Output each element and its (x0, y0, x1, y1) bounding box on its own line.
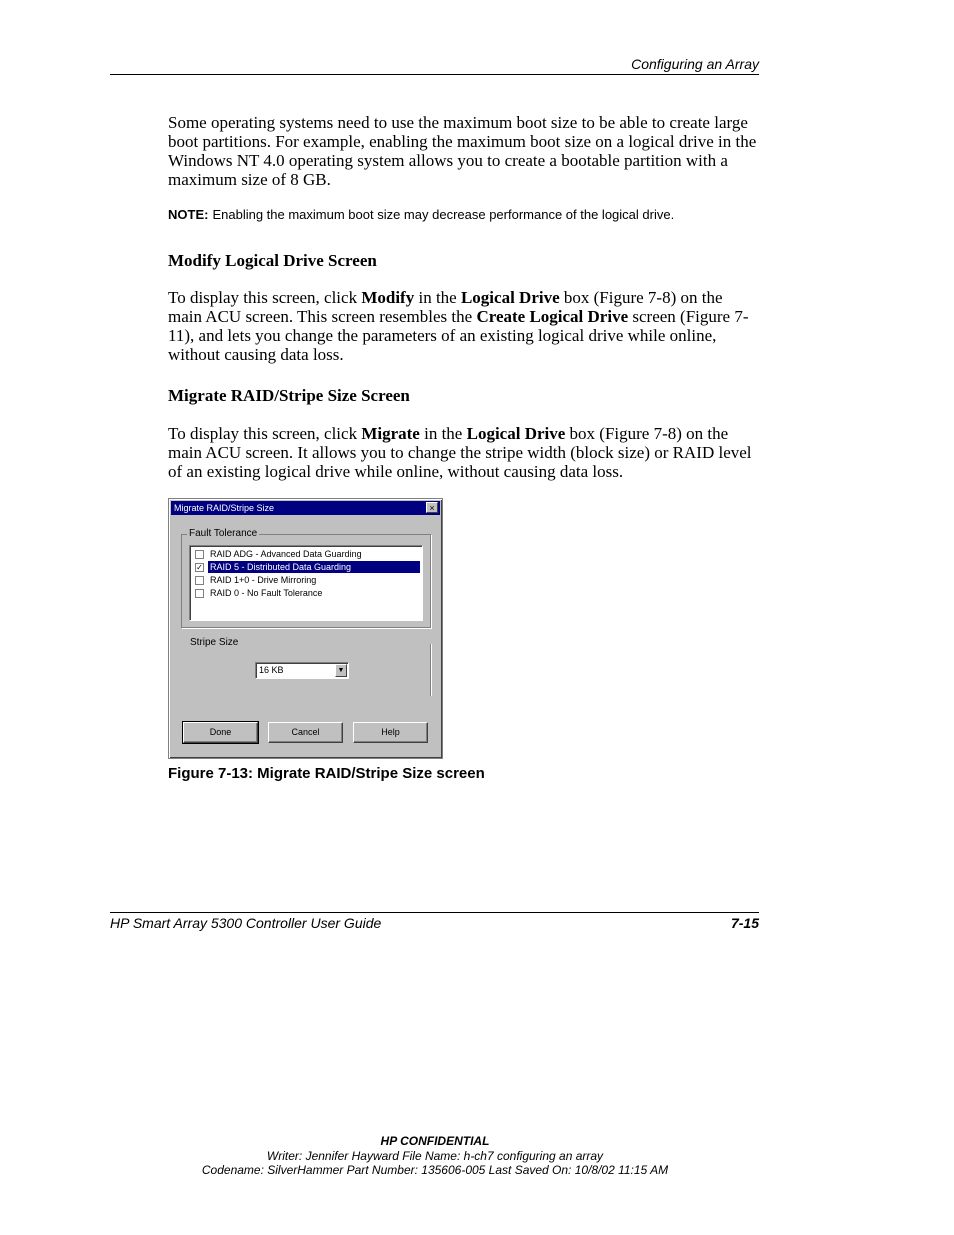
running-header: Configuring an Array (631, 56, 759, 72)
codename-info: Codename: SilverHammer Part Number: 135606-005 Last Saved On: 10/8/02 11:15 AM (201, 1163, 669, 1177)
raid-option-label: RAID 5 - Distributed Data Guarding (208, 561, 420, 573)
close-icon[interactable]: × (426, 502, 438, 513)
cancel-button[interactable]: Cancel (268, 722, 343, 743)
stripe-size-value: 16 KB (259, 665, 284, 675)
raid-level-list[interactable] (189, 545, 423, 621)
list-item-raid-0[interactable] (194, 587, 420, 599)
confidential-label: HP CONFIDENTIAL (380, 1134, 490, 1148)
note (168, 207, 674, 222)
page-number: 7-15 (730, 915, 759, 931)
paragraph-boot-size: Some operating systems need to use the maximum boot size to be able to create large boot partitions. For example, enabling the maximum boot size on a logical drive in the Windows NT 4.0 operating system allows you to create a bootable partition with a maximum size of 8 GB. (168, 113, 757, 189)
footer-title: HP Smart Array 5300 Controller User Guide (110, 915, 382, 931)
checkbox-raid-1-0[interactable] (195, 576, 204, 585)
paragraph-migrate-raid: To display this screen, click Migrate in the Logical Drive box (Figure 7-8) on the main ACU screen. It allows you to change the stripe width (block size) or RAID level of an existing logical drive while online, without causing data loss. (168, 424, 752, 481)
note-text: Enabling the maximum boot size may decrease performance of the logical drive. (212, 207, 675, 222)
checkbox-raid-5[interactable]: ✓ (196, 563, 203, 572)
fault-tolerance-label: Fault Tolerance (189, 528, 258, 539)
list-item-raid-1-0[interactable] (194, 574, 420, 586)
heading-migrate-raid: Migrate RAID/Stripe Size Screen (168, 386, 410, 405)
migrate-raid-dialog (168, 498, 443, 759)
footer-rule (110, 912, 759, 913)
dialog-title: Migrate RAID/Stripe Size (174, 503, 275, 513)
raid-option-label: RAID 0 - No Fault Tolerance (210, 588, 323, 598)
help-button[interactable]: Help (353, 722, 428, 743)
checkbox-raid-0[interactable] (195, 589, 204, 598)
list-item-raid-adg[interactable] (194, 548, 420, 560)
dialog-titlebar (171, 501, 440, 515)
stripe-size-label: Stripe Size (190, 637, 239, 648)
note-label: NOTE: (168, 207, 209, 222)
checkbox-raid-adg[interactable] (195, 550, 204, 559)
figure-caption: Figure 7-13: Migrate RAID/Stripe Size screen (168, 765, 485, 782)
paragraph-modify-logical-drive: To display this screen, click Modify in the Logical Drive box (Figure 7-8) on the main ACU screen. This screen resembles the Create Logical Drive screen (Figure 7-11), and lets you change the parameters of an existing logical drive while online, without causing data loss. (168, 288, 749, 364)
writer-info: Writer: Jennifer Hayward File Name: h-ch7 configuring an array (266, 1149, 604, 1163)
divider (430, 644, 431, 696)
raid-option-label: RAID 1+0 - Drive Mirroring (210, 575, 317, 585)
heading-modify-logical-drive: Modify Logical Drive Screen (168, 251, 377, 270)
stripe-size-select[interactable] (255, 662, 349, 679)
header-rule (110, 74, 759, 75)
chevron-down-icon[interactable]: ▼ (335, 664, 347, 677)
done-button[interactable]: Done (183, 722, 258, 743)
list-item-raid-5[interactable] (194, 561, 420, 573)
raid-option-label: RAID ADG - Advanced Data Guarding (210, 549, 362, 559)
